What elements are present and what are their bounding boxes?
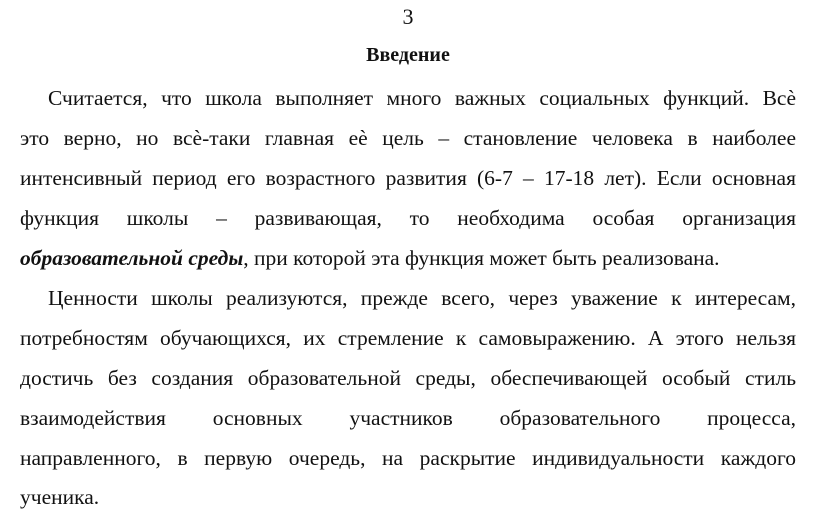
paragraph-2-line-4: взаимодействия основных участников образовательного процесса, bbox=[20, 406, 796, 430]
paragraph-1-line-2: это верно, но всѐ-таки главная еѐ цель – становление человека в наиболее bbox=[20, 126, 796, 150]
paragraph-2-line-2: потребностям обучающихся, их стремление к самовыражению. А этого нельзя bbox=[20, 326, 796, 350]
paragraph-2-line-6: ученика. bbox=[20, 485, 100, 509]
emphasized-term: образовательной среды bbox=[20, 246, 244, 270]
page-number: 3 bbox=[402, 4, 414, 29]
paragraph-1-line-3: интенсивный период его возрастного развития (6-7 – 17-18 лет). Если основная bbox=[20, 166, 796, 190]
section-heading: Введение bbox=[366, 44, 450, 66]
paragraph-1-line-1: Считается, что школа выполняет много важных социальных функций. Всѐ bbox=[48, 86, 796, 110]
paragraph-1-line-5-rest: , при которой эта функция может быть реализована. bbox=[243, 246, 720, 270]
paragraph-2-line-5: направленного, в первую очередь, на раскрытие индивидуальности каждого bbox=[20, 446, 796, 470]
paragraph-1-line-4: функция школы – развивающая, то необходима особая организация bbox=[20, 206, 796, 230]
paragraph-2-line-3: достичь без создания образовательной среды, обеспечивающей особый стиль bbox=[20, 366, 796, 390]
paragraph-2-line-1: Ценности школы реализуются, прежде всего, через уважение к интересам, bbox=[48, 286, 796, 310]
paragraph-1-line-5 bbox=[20, 243, 796, 273]
